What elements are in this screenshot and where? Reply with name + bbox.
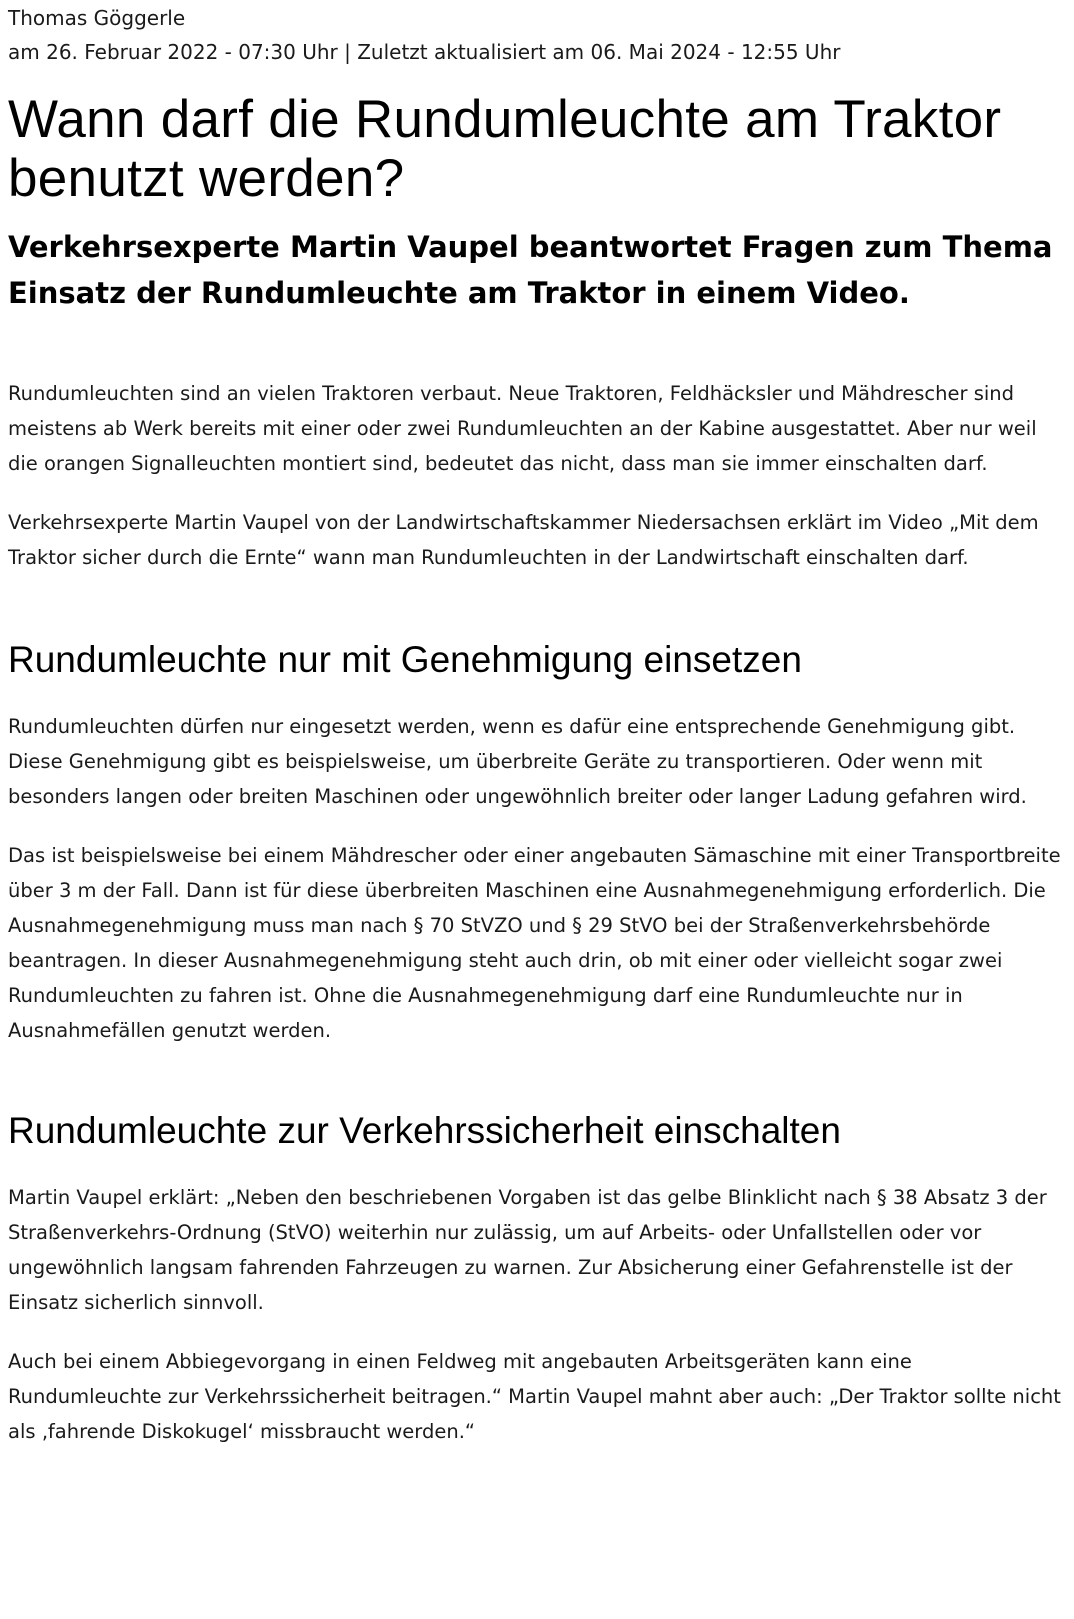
article	[0, 4, 1074, 1449]
article-title: Wann darf die Rundumleuchte am Traktor benutzt werden?	[8, 90, 1002, 208]
author-name[interactable]: Thomas Göggerle	[8, 6, 186, 30]
intro-paragraph: Rundumleuchten sind an vielen Traktoren verbaut. Neue Traktoren, Feldhäcksler und Mähdrescher sind meistens ab Werk bereits mit einer oder zwei Rundumleuchten an der Kabine ausgestattet. Aber nur weil die orangen Signalleuchten montiert sind, bedeutet das nicht, dass man sie immer einschalten darf.	[8, 382, 1037, 475]
publish-meta: am 26. Februar 2022 - 07:30 Uhr | Zuletzt aktualisiert am 06. Mai 2024 - 12:55 Uhr	[8, 40, 841, 64]
section-paragraph: Martin Vaupel erklärt: „Neben den beschriebenen Vorgaben ist das gelbe Blinklicht nach § 38 Absatz 3 der Straßenverkehrs-Ordnung (StVO) weiterhin nur zulässig, um auf Arbeits- oder Unfallstellen oder vor ungewöhnlich langsam fahrenden Fahrzeugen zu warnen. Zur Absicherung einer Gefahrenstelle ist der Einsatz sicherlich sinnvoll.	[8, 1186, 1047, 1314]
section-paragraph: Das ist beispielsweise bei einem Mähdrescher oder einer angebauten Sämaschine mit einer Transportbreite über 3 m der Fall. Dann ist für diese überbreiten Maschinen eine Ausnahmegenehmigung erforderlich. Die Ausnahmegenehmigung muss man nach § 70 StVZO und § 29 StVO bei der Straßenverkehrsbehörde beantragen. In dieser Ausnahmegenehmigung steht auch drin, ob mit einer oder vielleicht sogar zwei Rundumleuchten zu fahren ist. Ohne die Ausnahmegenehmigung darf eine Rundumleuchte nur in Ausnahmefällen genutzt werden.	[8, 844, 1061, 1042]
section-paragraph: Auch bei einem Abbiegevorgang in einen Feldweg mit angebauten Arbeitsgeräten kann eine Rundumleuchte zur Verkehrssicherheit beitragen.“ Martin Vaupel mahnt aber auch: „Der Traktor sollte nicht als ‚fahrende Diskokugel‘ missbraucht werden.“	[8, 1350, 1061, 1443]
article-lead: Verkehrsexperte Martin Vaupel beantwortet Fragen zum Thema Einsatz der Rundumleuchte am Traktor in einem Video.	[8, 230, 1053, 310]
intro-paragraph: Verkehrsexperte Martin Vaupel von der Landwirtschaftskammer Niedersachsen erklärt im Video „Mit dem Traktor sicher durch die Ernte“ wann man Rundumleuchten in der Landwirtschaft einschalten darf.	[8, 511, 1039, 569]
section-paragraph: Rundumleuchten dürfen nur eingesetzt werden, wenn es dafür eine entsprechende Genehmigung gibt. Diese Genehmigung gibt es beispielsweise, um überbreite Geräte zu transportieren. Oder wenn mit besonders langen oder breiten Maschinen oder ungewöhnlich breiter oder langer Ladung gefahren wird.	[8, 715, 1027, 808]
section-heading-verkehrssicherheit: Rundumleuchte zur Verkehrssicherheit einschalten	[8, 1110, 841, 1151]
section-heading-genehmigung: Rundumleuchte nur mit Genehmigung einsetzen	[8, 639, 802, 680]
